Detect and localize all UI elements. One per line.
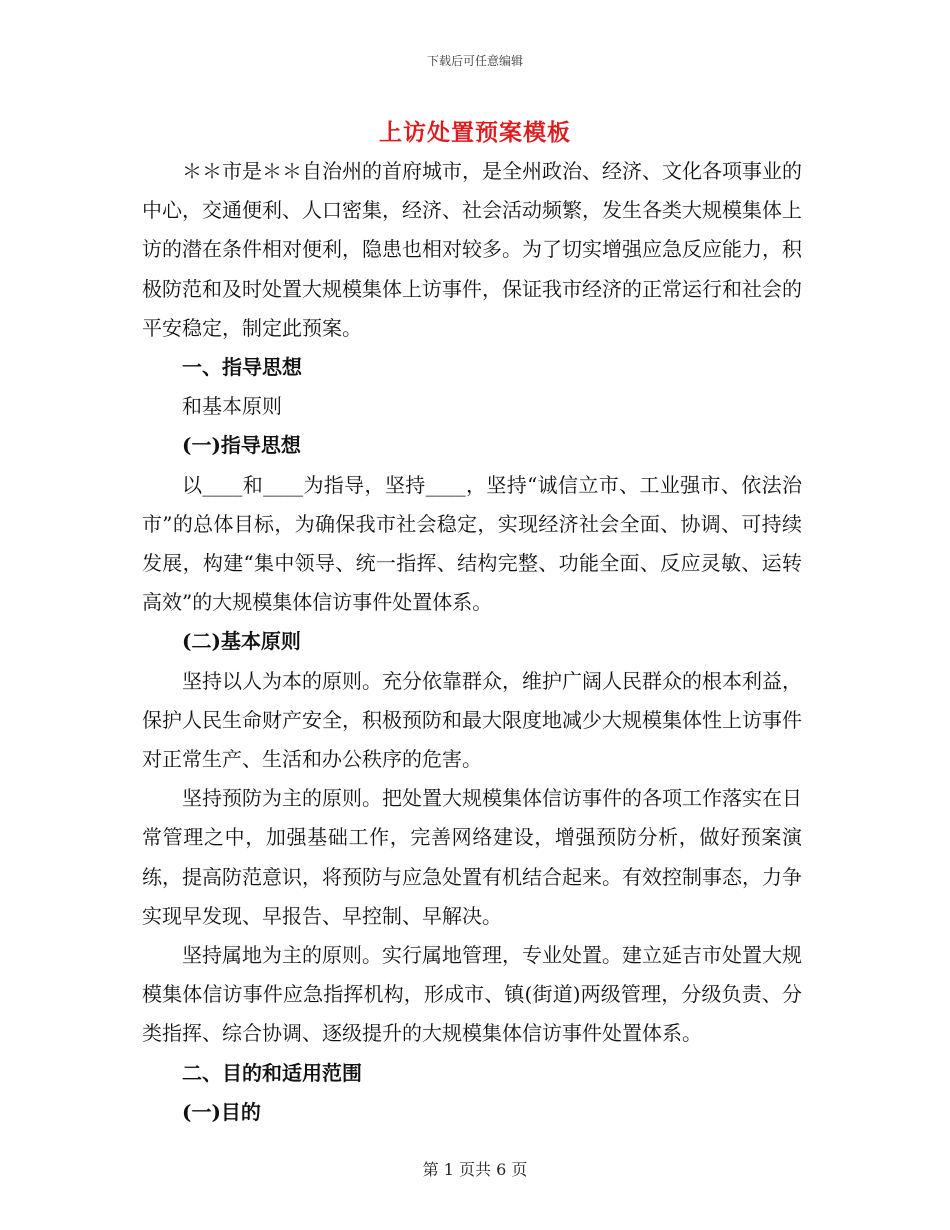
page-header-note: 下载后可任意编辑 (426, 54, 523, 68)
subsection-heading-basic-principles: (二)基本原则 (182, 629, 301, 654)
document-body (142, 152, 802, 1132)
section-heading-1-continued: 和基本原则 (182, 394, 282, 419)
subsection-heading-purpose: (一)目的 (182, 1099, 261, 1124)
section-heading-2: 二、目的和适用范围 (182, 1060, 362, 1085)
subsection-heading-guiding-thought: (一)指导思想 (182, 433, 301, 458)
principle-prevention-paragraph: 坚持预防为主的原则。把处置大规模集体信访事件的各项工作落实在日常管理之中，加强基础工作，完善网络建设，增强预防分析，做好预案演练，提高防范意识，将预防与应急处置有机结合起来。有效控制事态，力争实现早发现、早报告、早控制、早解决。 (142, 786, 802, 928)
document-title: 上访处置预案模板 (379, 119, 571, 146)
section-heading-1: 一、指导思想 (182, 355, 302, 380)
principle-people-paragraph: 坚持以人为本的原则。充分依靠群众，维护广阔人民群众的根本利益，保护人民生命财产安全，积极预防和最大限度地减少大规模集体性上访事件对正常生产、生活和办公秩序的危害。 (142, 668, 802, 772)
intro-paragraph: ＊＊市是＊＊自治州的首府城市，是全州政治、经济、文化各项事业的中心，交通便利、人口密集，经济、社会活动频繁，发生各类大规模集体上访的潜在条件相对便利，隐患也相对较多。为了切实增强应急反应能力，积极防范和及时处置大规模集体上访事件，保证我市经济的正常运行和社会的平安稳定，制定此预案。 (142, 159, 802, 340)
principle-territorial-paragraph: 坚持属地为主的原则。实行属地管理，专业处置。建立延吉市处置大规模集体信访事件应急指挥机构，形成市、镇(街道)两级管理，分级负责、分类指挥、综合协调、逐级提升的大规模集体信访事件处置体系。 (142, 943, 802, 1046)
guiding-thought-paragraph: 以____和____为指导，坚持____，坚持“诚信立市、工业强市、依法治市”的总体目标，为确保我市社会稳定，实现经济社会全面、协调、可持续发展，构建“集中领导、统一指挥、结构完整、功能全面、反应灵敏、运转高效”的大规模集体信访事件处置体系。 (142, 472, 802, 615)
page-footer-number: 第 1 页共 6 页 (422, 1160, 528, 1179)
